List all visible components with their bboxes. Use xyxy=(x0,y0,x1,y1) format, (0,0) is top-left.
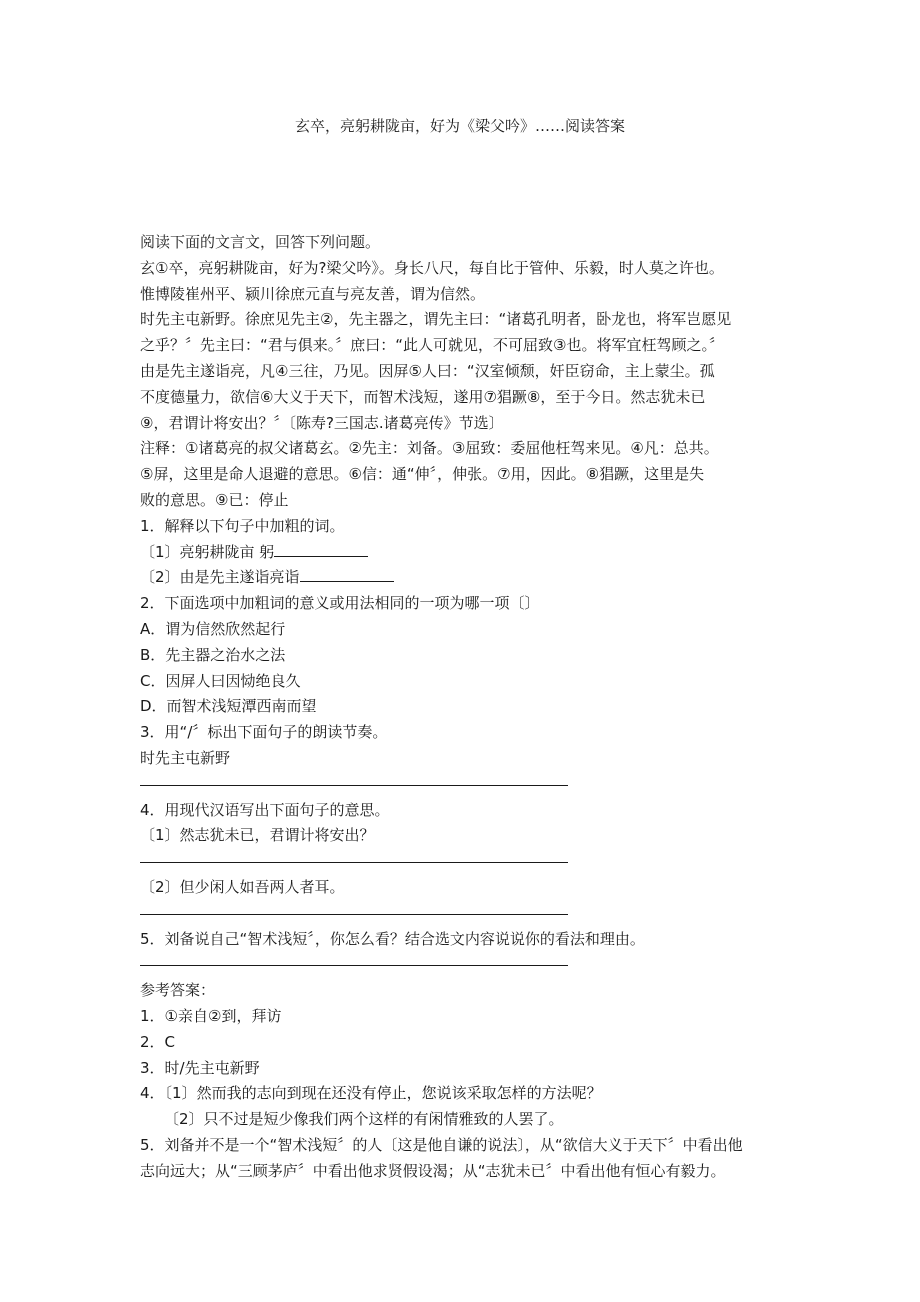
answer-4-2: 〔2〕只不过是短少像我们两个这样的有闲情雅致的人罢了。 xyxy=(164,1110,564,1129)
passage-line: 之乎？〞先主曰：“君与俱来。〞庶曰：“此人可就见，不可屈致③也。将军宜枉驾顾之。〞 xyxy=(140,336,724,355)
question-1-item-text: 〔1〕亮躬耕陇亩 躬 xyxy=(140,542,275,561)
question-1-item-text: 〔2〕由是先主遂诣亮诣 xyxy=(140,568,300,587)
answer-4-1: 4．〔1〕然而我的志向到现在还没有停止，您说该采取怎样的方法呢？ xyxy=(140,1084,602,1103)
answer-blank[interactable] xyxy=(274,540,368,557)
answer-5-line: 志向远大；从“三顾茅庐〞中看出他求贤假设渴；从“志犹未已〞中看出他有恒心有毅力。 xyxy=(140,1161,726,1180)
notes-line: ⑤屏，这里是命人退避的意思。⑥信：通“伸〞，伸张。⑦用，因此。⑧猖蹶，这里是失 xyxy=(140,465,705,484)
passage-line: ⑨，君谓计将安出？〞〔陈寿?三国志.诸葛亮传》节选〕 xyxy=(140,413,504,432)
answer-blank[interactable] xyxy=(300,565,394,582)
passage-line: 不度德量力，欲信⑥大义于天下，而智术浅短，遂用⑦猖蹶⑧，至于今日。然志犹未已 xyxy=(140,387,706,406)
option-b: B．先主器之治水之法 xyxy=(140,645,286,664)
answer-line[interactable] xyxy=(140,901,800,927)
option-c: C．因屏人曰因恸绝良久 xyxy=(140,671,301,690)
question-3-sentence: 时先主屯新野 xyxy=(140,748,231,767)
option-a: A．谓为信然欣然起行 xyxy=(140,619,286,638)
question-1-item xyxy=(140,565,800,591)
passage-line: 时先主屯新野。徐庶见先主②，先主器之，谓先主曰：“诸葛孔明者，卧龙也，将军岂愿见 xyxy=(140,310,732,329)
answer-3: 3．时/先主屯新野 xyxy=(140,1058,260,1077)
question-1-item xyxy=(140,540,800,566)
answer-line[interactable] xyxy=(140,952,800,978)
notes-line: 败的意思。⑨已：停止 xyxy=(140,490,289,509)
intro-text: 阅读下面的文言文，回答下列问题。 xyxy=(140,233,381,251)
passage-line: 玄①卒，亮躬耕陇亩，好为?梁父吟》。身长八尺，每自比于管仲、乐毅，时人莫之许也。 xyxy=(140,258,724,277)
answer-1: 1．①亲自②到，拜访 xyxy=(140,1006,282,1025)
passage-line: 由是先主遂诣亮，凡④三往，乃见。因屏⑤人曰：“汉室倾颓，奸臣窃命，主上蒙尘。孤 xyxy=(140,361,715,380)
page-title: 玄卒，亮躬耕陇亩，好为《梁父吟》……阅读答案 xyxy=(294,117,625,135)
passage-line: 惟博陵崔州平、颍川徐庶元直与亮友善，谓为信然。 xyxy=(140,284,486,303)
answers-heading: 参考答案： xyxy=(140,981,216,1000)
document-body xyxy=(140,230,800,1184)
option-d: D．而智术浅短潭西南而望 xyxy=(140,697,317,716)
question-4-prompt: 4．用现代汉语写出下面句子的意思。 xyxy=(140,800,390,819)
notes-line: 注释：①诸葛亮的叔父诸葛玄。②先主：刘备。③屈致：委屈他枉驾来见。④凡：总共。 xyxy=(140,439,719,458)
question-3-prompt: 3．用“/〞标出下面句子的朗读节奏。 xyxy=(140,723,388,742)
answer-2: 2．C xyxy=(140,1032,176,1051)
question-4-item: 〔1〕然志犹未已，君谓计将安出？ xyxy=(140,826,375,845)
question-2-prompt: 2．下面选项中加粗词的意义或用法相同的一项为哪一项〔〕 xyxy=(140,594,540,613)
question-5-prompt: 5．刘备说自己“智术浅短〞，你怎么看？结合选文内容说说你的看法和理由。 xyxy=(140,929,645,948)
answer-5-line: 5．刘备并不是一个“智术浅短〞的人〔这是他自谦的说法〕，从“欲信大义于天下〞中看出他 xyxy=(140,1135,743,1154)
question-1-prompt: 1．解释以下句子中加粗的词。 xyxy=(140,516,345,535)
question-4-item: 〔2〕但少闲人如吾两人者耳。 xyxy=(140,877,345,896)
answer-line[interactable] xyxy=(140,849,800,875)
answer-line[interactable] xyxy=(140,772,800,798)
